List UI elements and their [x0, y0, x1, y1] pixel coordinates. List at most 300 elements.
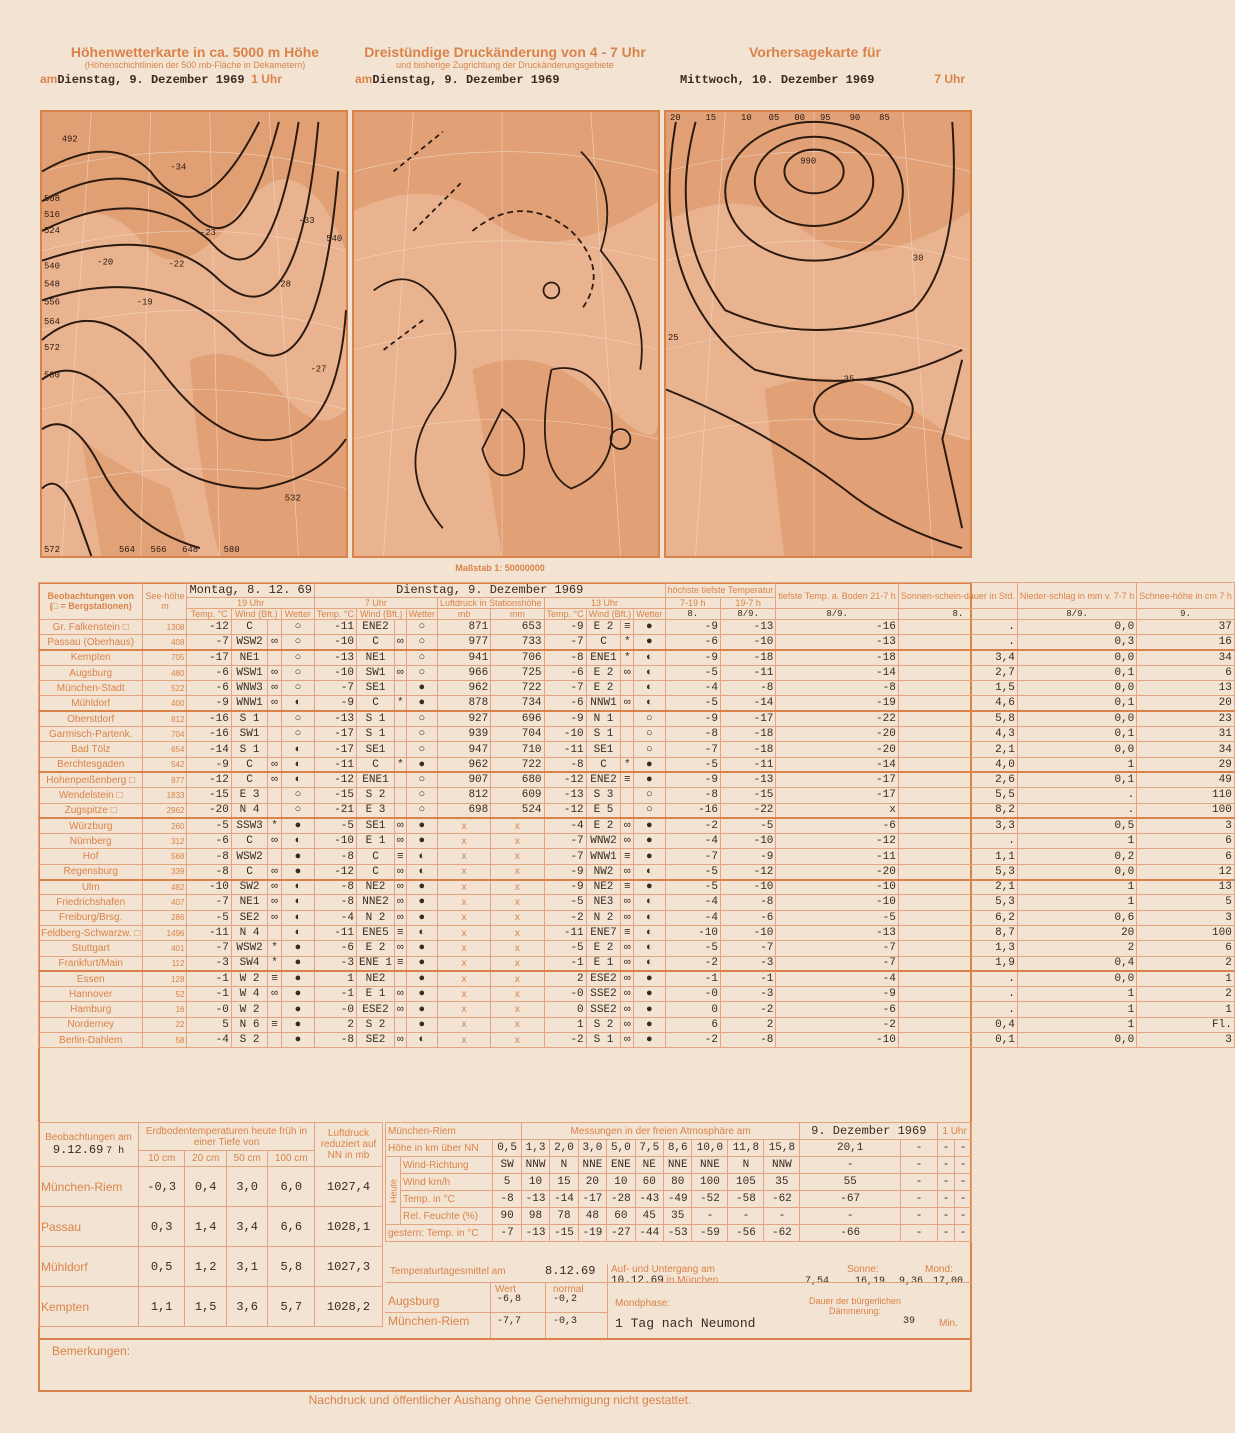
weather-sign-13: ∞	[621, 941, 634, 956]
station-row	[39, 757, 1235, 772]
station-row	[39, 788, 1235, 803]
ground-min: -20	[776, 727, 898, 742]
precip: 0,0	[1017, 864, 1136, 879]
temp-13: -13	[544, 788, 586, 803]
temp-13: -7	[544, 849, 586, 864]
atm-value: 105	[728, 1174, 764, 1191]
temp-19: -6	[187, 681, 231, 696]
map-label: -27	[310, 364, 327, 375]
sky-19: ◐	[281, 895, 314, 910]
temp-13: -11	[544, 925, 586, 940]
atm-row	[386, 1208, 972, 1225]
temp-min: -13	[720, 620, 775, 635]
station-name: Feldberg-Schwarzw. □	[39, 925, 143, 940]
temp-7: -12	[314, 864, 356, 879]
temp-13: -9	[544, 880, 586, 895]
weather-sign-19: ∞	[268, 757, 282, 772]
temp-19: -6	[187, 834, 231, 849]
temp-max: -7	[665, 742, 720, 757]
sky-19: ◐	[281, 834, 314, 849]
wind-13: E 2	[586, 681, 621, 696]
precip: 0,0	[1017, 681, 1136, 696]
pressure-mm: 725	[491, 665, 544, 680]
soil-value: 6,6	[268, 1207, 315, 1247]
wind-7: E 2	[357, 941, 395, 956]
atm-value: -62	[764, 1225, 800, 1242]
sky-19: ○	[281, 803, 314, 818]
snow-header: Schnee-höhe in cm 7 h	[1137, 583, 1235, 609]
wind-13: E 2	[586, 665, 621, 680]
ground-min: -16	[776, 620, 898, 635]
temp-min: -8	[720, 1033, 775, 1048]
luftdruck-header: Luftdruck in Stationshöhe	[437, 598, 544, 609]
sky-13: ●	[634, 987, 665, 1002]
weather-sign-13: ∞	[621, 910, 634, 925]
sunshine: 3,3	[898, 818, 1017, 833]
temp-max: 0	[665, 1002, 720, 1017]
day-col: 8/9.	[1017, 609, 1136, 620]
header-upper-air-subtitle: (Höhenschichtlinien der 500 mb-Fläche in Dekametern)	[84, 60, 306, 70]
atm-value: -	[938, 1208, 955, 1225]
station-name: Berchtesgaden	[39, 757, 143, 772]
temp-7: 2	[314, 1017, 356, 1032]
temp-7: -17	[314, 727, 356, 742]
sky-13: ○	[634, 742, 665, 757]
header-upper-air-title: Höhenwetterkarte in ca. 5000 m Höhe	[70, 44, 320, 60]
sky-19: ○	[281, 665, 314, 680]
pressure-mm: x	[491, 895, 544, 910]
station-elevation: 704	[143, 727, 187, 742]
precip: 0,0	[1017, 1033, 1136, 1048]
daemmerung-label: Dauer der bürgerlichen Dämmerung:	[808, 1296, 902, 1316]
sky-13: ◐	[634, 895, 665, 910]
atm-value: 10	[521, 1174, 549, 1191]
pressure-mm: x	[491, 880, 544, 895]
sky-7: ○	[406, 635, 437, 650]
temp-19: -7	[187, 941, 231, 956]
atm-value: -44	[635, 1225, 663, 1242]
sunshine: 0,4	[898, 1017, 1017, 1032]
precip: .	[1017, 803, 1136, 818]
station-name: Berlin-Dahlem	[39, 1033, 143, 1048]
atm-value: 45	[635, 1208, 663, 1225]
wind-7: E 3	[357, 803, 395, 818]
station-name: Norderney	[39, 1017, 143, 1032]
snow-depth: 29	[1137, 757, 1235, 772]
atm-value: -13	[521, 1191, 549, 1208]
map-label: -33	[298, 215, 315, 227]
snow-depth: 31	[1137, 727, 1235, 742]
wind-19: W 2	[231, 1002, 268, 1017]
sky-19: ●	[281, 956, 314, 971]
wind-19: S 2	[231, 1033, 268, 1048]
atm-value: NNW	[764, 1157, 800, 1174]
station-elevation: 286	[143, 910, 187, 925]
sunshine: .	[898, 971, 1017, 986]
depth-100: 100 cm	[268, 1151, 315, 1167]
atm-value: -	[938, 1174, 955, 1191]
station-name: Hannover	[39, 987, 143, 1002]
temp-19: -9	[187, 696, 231, 711]
pressure-mb: x	[437, 818, 490, 833]
col-wetter: Wetter	[406, 609, 437, 620]
atm-value: 35	[764, 1174, 800, 1191]
soil-title: Erdbodentemperaturen heute früh in einer Tiefe von	[139, 1123, 315, 1151]
temp-max: -9	[665, 650, 720, 665]
atm-value: 8,6	[664, 1140, 692, 1157]
pressure-mb: 927	[437, 711, 490, 726]
weather-sign-13: ∞	[621, 987, 634, 1002]
temp-7: -9	[314, 696, 356, 711]
wind-13: ESE2	[586, 971, 621, 986]
am-label: am	[355, 72, 373, 86]
temp-7: -17	[314, 742, 356, 757]
weather-sign-19: ∞	[268, 696, 282, 711]
snow-depth: 100	[1137, 925, 1235, 940]
station-elevation: 2962	[143, 803, 187, 818]
temp-max: -5	[665, 880, 720, 895]
station-name: Zugspitze □	[39, 803, 143, 818]
sky-19: ●	[281, 1017, 314, 1032]
temp-7: -10	[314, 834, 356, 849]
wind-7: NE1	[357, 650, 395, 665]
pressure-change-map	[352, 110, 660, 558]
snow-depth: 3	[1137, 1033, 1235, 1048]
pressure-mb: x	[437, 1017, 490, 1032]
map-label: 524	[43, 225, 60, 236]
sky-7: ●	[406, 987, 437, 1002]
weather-sign-7	[395, 803, 407, 818]
station-row	[39, 880, 1235, 895]
station-elevation: 58	[143, 1033, 187, 1048]
atm-value: ENE	[607, 1157, 635, 1174]
temp-min: -3	[720, 956, 775, 971]
soil-obs-label: Beobachtungen am 9.12.69 7 h	[39, 1123, 139, 1167]
sky-7: ●	[406, 895, 437, 910]
temp-13: -10	[544, 727, 586, 742]
temp-max: -6	[665, 635, 720, 650]
snow-depth: 34	[1137, 650, 1235, 665]
temp-min: -11	[720, 665, 775, 680]
precip: 0,5	[1017, 818, 1136, 833]
wind-19: C	[231, 772, 268, 787]
temp-min: -3	[720, 987, 775, 1002]
sky-7: ●	[406, 941, 437, 956]
precip: 0,0	[1017, 971, 1136, 986]
pressure-mb: x	[437, 971, 490, 986]
wind-19: NE1	[231, 895, 268, 910]
weather-sign-13: ≡	[621, 772, 634, 787]
weather-sign-7	[395, 727, 407, 742]
header-pressure-change	[355, 44, 655, 104]
temp-13: -8	[544, 650, 586, 665]
pressure-mm: x	[491, 849, 544, 864]
col-temp: Temp. °C	[187, 609, 231, 620]
station-row	[39, 925, 1235, 940]
temp-7: -8	[314, 880, 356, 895]
weather-sign-7: ≡	[395, 925, 407, 940]
sonne-unter: 16,19	[855, 1276, 886, 1287]
map-label: 566	[150, 545, 167, 556]
pressure-mm: 696	[491, 711, 544, 726]
seehoehe-header: See-höhe m	[143, 583, 187, 620]
temp-13: -11	[544, 742, 586, 757]
atm-value: -43	[635, 1191, 663, 1208]
atm-row	[386, 1225, 972, 1242]
atm-station: München-Riem	[386, 1123, 522, 1140]
temp-min: -10	[720, 834, 775, 849]
soil-value: 3,0	[226, 1167, 268, 1207]
ground-temp-header: tiefste Temp. a. Boden 21-7 h	[776, 583, 898, 609]
weather-sign-13: ∞	[621, 971, 634, 986]
wind-13: N 2	[586, 910, 621, 925]
station-elevation: 407	[143, 895, 187, 910]
wind-19: NE1	[231, 650, 268, 665]
snow-depth: 13	[1137, 880, 1235, 895]
sky-7: ○	[406, 788, 437, 803]
sky-13: ●	[634, 757, 665, 772]
atm-value: NNE	[692, 1157, 728, 1174]
weather-sign-7	[395, 742, 407, 757]
temp-19: -3	[187, 956, 231, 971]
pressure-mm: x	[491, 941, 544, 956]
mondphase: 1 Tag nach Neumond	[615, 1316, 756, 1331]
ground-min: -6	[776, 818, 898, 833]
sonne-auf: 7,54	[805, 1276, 830, 1287]
temp-19: -14	[187, 742, 231, 757]
atm-value: -58	[728, 1191, 764, 1208]
atm-value: -	[900, 1157, 937, 1174]
station-row	[39, 1033, 1235, 1048]
day-col: 8/9.	[776, 609, 898, 620]
map-label: 540	[43, 261, 60, 272]
normal-label: normal	[553, 1284, 584, 1295]
atm-value: -	[900, 1225, 937, 1242]
soil-value: 5,8	[268, 1247, 315, 1287]
atm-value: -17	[578, 1191, 606, 1208]
pressure-mm: x	[491, 834, 544, 849]
col-wetter: Wetter	[281, 609, 314, 620]
weather-sign-19	[268, 849, 282, 864]
sunshine: 1,1	[898, 849, 1017, 864]
wind-13: N 1	[586, 711, 621, 726]
wind-7: S 2	[357, 1017, 395, 1032]
atm-value: -	[800, 1208, 901, 1225]
sky-7: ○	[406, 727, 437, 742]
atm-value: NNE	[664, 1157, 692, 1174]
atm-row-label: Höhe in km über NN	[386, 1140, 493, 1157]
temp-19: -8	[187, 864, 231, 879]
precip: 1	[1017, 987, 1136, 1002]
station-name: Freiburg/Brsg.	[39, 910, 143, 925]
depth-20: 20 cm	[185, 1151, 227, 1167]
weather-sign-13	[621, 727, 634, 742]
sunshine: 5,8	[898, 711, 1017, 726]
sunshine: .	[898, 1002, 1017, 1017]
sunshine: 3,4	[898, 650, 1017, 665]
day1-header: Montag, 8. 12. 69	[187, 583, 314, 598]
ground-min: -8	[776, 681, 898, 696]
atm-value: 55	[800, 1174, 901, 1191]
weather-sign-7: ∞	[395, 910, 407, 925]
sky-19: ●	[281, 864, 314, 879]
snow-depth: 6	[1137, 665, 1235, 680]
atm-value: 100	[692, 1174, 728, 1191]
atm-value: 5,0	[607, 1140, 635, 1157]
map-label: -20	[97, 257, 114, 268]
weather-sign-13	[621, 788, 634, 803]
pressure-mm: 734	[491, 696, 544, 711]
ground-min: -6	[776, 1002, 898, 1017]
soil-value: 3,6	[226, 1287, 268, 1327]
t19-header: 19 Uhr	[187, 598, 314, 609]
observations-body	[39, 620, 1235, 1048]
snow-depth: 6	[1137, 849, 1235, 864]
station-row	[39, 1017, 1235, 1032]
atm-value: 7,5	[635, 1140, 663, 1157]
map-label: -34	[170, 162, 187, 173]
atm-value: -15	[550, 1225, 578, 1242]
temp-19: -10	[187, 880, 231, 895]
observations-table	[38, 582, 1235, 1048]
pressure-mb: 947	[437, 742, 490, 757]
station-elevation: 482	[143, 880, 187, 895]
station-row	[39, 711, 1235, 726]
weather-sign-13: ∞	[621, 818, 634, 833]
station-row	[39, 818, 1235, 833]
mondphase-label: Mondphase:	[615, 1298, 671, 1309]
pressure-mb: x	[437, 864, 490, 879]
footer-notice: Nachdruck und öffentlicher Aushang ohne Genehmigung nicht gestattet.	[308, 1393, 692, 1407]
temp-7: 1	[314, 971, 356, 986]
sunshine: 4,3	[898, 727, 1017, 742]
wind-7: ENE 1	[357, 956, 395, 971]
atm-value: -28	[607, 1191, 635, 1208]
weather-sign-19	[268, 1033, 282, 1048]
sunshine: 5,5	[898, 788, 1017, 803]
atm-value: -27	[607, 1225, 635, 1242]
weather-sign-7: ∞	[395, 895, 407, 910]
atm-value: -19	[578, 1225, 606, 1242]
temp-max: -4	[665, 681, 720, 696]
temp-7: -7	[314, 681, 356, 696]
ground-min: -10	[776, 1033, 898, 1048]
soil-value: 0,5	[139, 1247, 185, 1287]
sky-7: ●	[406, 880, 437, 895]
wind-7: S 2	[357, 788, 395, 803]
sky-7: ○	[406, 650, 437, 665]
soil-body	[39, 1167, 383, 1327]
pressure-mm: x	[491, 956, 544, 971]
sky-13: ●	[634, 635, 665, 650]
col-mm: mm	[491, 609, 544, 620]
col-wetter: Wetter	[634, 609, 665, 620]
precip: 1	[1017, 880, 1136, 895]
atm-value: NNE	[578, 1157, 606, 1174]
temp-19: -15	[187, 788, 231, 803]
weather-sign-13: ∞	[621, 696, 634, 711]
temp-max: -5	[665, 941, 720, 956]
sunshine: 1,3	[898, 941, 1017, 956]
station-row	[39, 681, 1235, 696]
temp-13: -6	[544, 696, 586, 711]
map-label: 90	[849, 112, 861, 123]
station-row	[39, 696, 1235, 711]
map-label: -28	[274, 279, 291, 290]
map-label: 564	[43, 317, 60, 328]
snow-depth: 12	[1137, 864, 1235, 879]
wind-7: S 1	[357, 727, 395, 742]
atm-value: -56	[728, 1225, 764, 1242]
pressure-mm: x	[491, 987, 544, 1002]
atm-row-label: Temp. in °C	[401, 1191, 493, 1208]
temp-13: -9	[544, 620, 586, 635]
weather-sign-13: ∞	[621, 1017, 634, 1032]
precip: 2	[1017, 941, 1136, 956]
temp-13: -9	[544, 864, 586, 879]
sky-13: ◐	[634, 681, 665, 696]
tagesmittel-date: 8.12.69	[545, 1264, 596, 1278]
ground-min: -19	[776, 696, 898, 711]
sky-19: ○	[281, 681, 314, 696]
atm-value: NE	[635, 1157, 663, 1174]
temp-min: -10	[720, 880, 775, 895]
sunshine: 4,0	[898, 757, 1017, 772]
atm-value: SW	[493, 1157, 521, 1174]
temp-19: -17	[187, 650, 231, 665]
map-label: -19	[136, 297, 153, 308]
pressure-mm: 680	[491, 772, 544, 787]
atm-value: -13	[521, 1225, 549, 1242]
atm-value: -	[955, 1140, 972, 1157]
temp-7: -3	[314, 956, 356, 971]
precip: 1	[1017, 757, 1136, 772]
temp-max: -9	[665, 620, 720, 635]
temp-max: -16	[665, 803, 720, 818]
station-elevation: 654	[143, 742, 187, 757]
atm-value: -	[938, 1140, 955, 1157]
soil-value: 5,7	[268, 1287, 315, 1327]
station-elevation: 52	[143, 987, 187, 1002]
sky-7: ○	[406, 620, 437, 635]
weather-sign-7: ∞	[395, 1002, 407, 1017]
temp-max: -0	[665, 987, 720, 1002]
temp-mean-block	[385, 1264, 972, 1338]
temp-13: -1	[544, 956, 586, 971]
weather-sign-13: ≡	[621, 925, 634, 940]
station-row	[39, 650, 1235, 665]
snow-depth: 2	[1137, 987, 1235, 1002]
weather-sign-7: ∞	[395, 987, 407, 1002]
atm-value: 48	[578, 1208, 606, 1225]
snow-depth: 37	[1137, 620, 1235, 635]
col-temp: Temp. °C	[544, 609, 586, 620]
precip: 0,0	[1017, 711, 1136, 726]
temp-7: -5	[314, 818, 356, 833]
temp-19: -12	[187, 772, 231, 787]
wind-13: NE2	[586, 880, 621, 895]
temp-max: -8	[665, 727, 720, 742]
station-name: Mühldorf	[39, 696, 143, 711]
weather-sign-19: ∞	[268, 665, 282, 680]
atm-value: -52	[692, 1191, 728, 1208]
wind-7: S 1	[357, 711, 395, 726]
temp-7: -8	[314, 849, 356, 864]
wind-19: N 4	[231, 803, 268, 818]
temp-max: -4	[665, 834, 720, 849]
atm-value: N	[550, 1157, 578, 1174]
temp-min: -9	[720, 849, 775, 864]
